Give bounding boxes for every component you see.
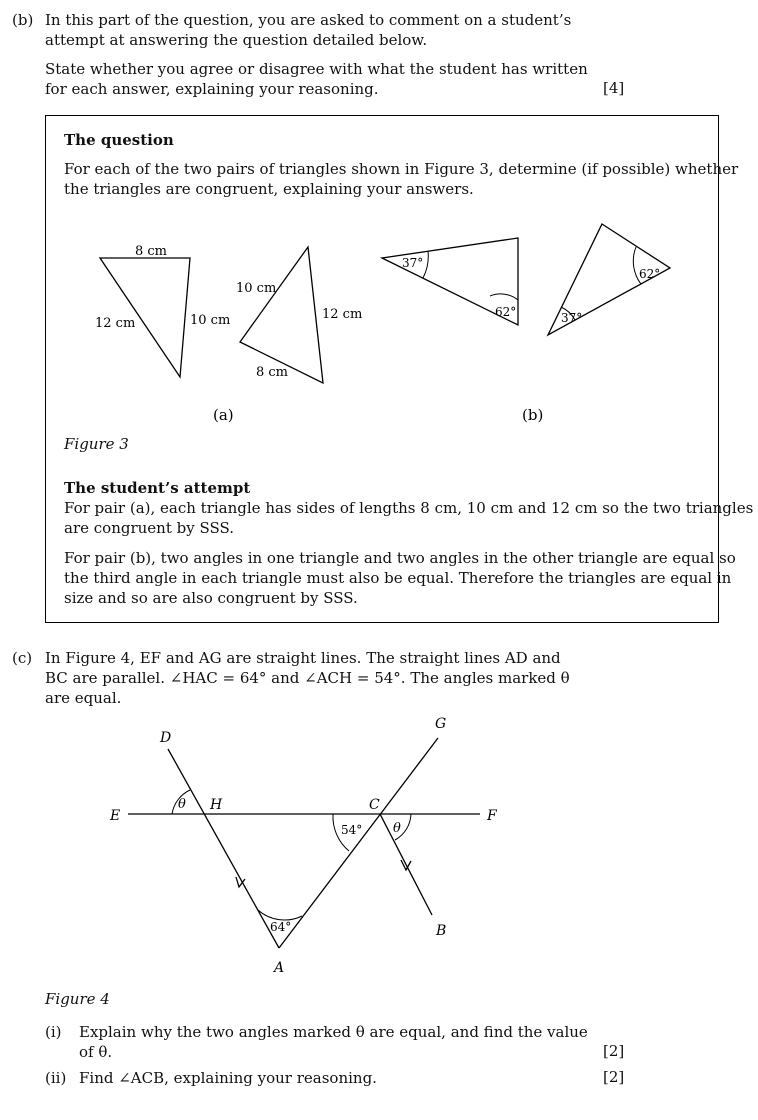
part-c-line1: In Figure 4, EF and AG are straight lines. The straight lines AD and <box>45 649 561 667</box>
question-line1: For each of the two pairs of triangles shown in Figure 3, determine (if possible) whether <box>64 160 739 178</box>
arc-64 <box>258 910 302 920</box>
t2-left-label: 10 cm <box>236 281 277 296</box>
q2-marks: [2] <box>603 1068 625 1086</box>
b2-angle-37: 37° <box>561 311 583 325</box>
b1-angle-62: 62° <box>495 305 517 319</box>
line-ag <box>279 738 438 948</box>
part-c-line3: are equal. <box>45 689 122 707</box>
t1-left-label: 12 cm <box>95 316 136 331</box>
point-a: A <box>274 960 285 976</box>
attempt-b-line2: the third angle in each triangle must also be equal. Therefore the triangles are equal in <box>64 569 732 587</box>
question-heading: The question <box>64 131 174 149</box>
part-b-label: (b) <box>12 11 34 29</box>
t2-bottom-label: 8 cm <box>256 365 289 380</box>
figure-4-caption: Figure 4 <box>45 990 110 1008</box>
theta-c: θ <box>393 821 401 836</box>
attempt-b-line3: size and so are also congruent by SSS. <box>64 589 358 607</box>
point-b: B <box>436 923 447 939</box>
point-g: G <box>435 716 447 732</box>
point-c: C <box>369 797 380 813</box>
figure-label-b: (b) <box>522 406 544 424</box>
figure-3-caption: Figure 3 <box>64 435 129 453</box>
part-b-line3: State whether you agree or disagree with what the student has written <box>45 60 588 78</box>
attempt-a-line2: are congruent by SSS. <box>64 519 234 537</box>
point-e: E <box>110 808 121 824</box>
point-f: F <box>487 808 497 824</box>
q1-line1: Explain why the two angles marked θ are equal, and find the value <box>79 1023 588 1041</box>
part-b-line2: attempt at answering the question detailed below. <box>45 31 428 49</box>
attempt-a-line1: For pair (a), each triangle has sides of lengths 8 cm, 10 cm and 12 cm so the two triangles <box>64 499 754 517</box>
attempt-heading: The student’s attempt <box>64 479 251 497</box>
q1-line2: of θ. <box>79 1043 113 1061</box>
attempt-b-line1: For pair (b), two angles in one triangle and two angles in the other triangle are equal so <box>64 549 736 567</box>
figure-label-a: (a) <box>213 406 234 424</box>
part-b-line1: In this part of the question, you are asked to comment on a student’s <box>45 11 572 29</box>
question-line2: the triangles are congruent, explaining your answers. <box>64 180 474 198</box>
q1-marks: [2] <box>603 1042 625 1060</box>
q2-label: (ii) <box>45 1069 67 1087</box>
q1-label: (i) <box>45 1023 62 1041</box>
part-b-marks: [4] <box>603 79 625 97</box>
arc-b1-37 <box>423 251 428 278</box>
part-c-label: (c) <box>12 649 33 667</box>
theta-h: θ <box>178 797 186 812</box>
t1-top-label: 8 cm <box>135 244 168 259</box>
t2-right-label: 12 cm <box>322 307 363 322</box>
b2-angle-62: 62° <box>639 267 661 281</box>
line-ad <box>168 749 279 948</box>
angle-64: 64° <box>270 920 292 934</box>
t1-right-label: 10 cm <box>190 313 231 328</box>
part-b-line4: for each answer, explaining your reasoning. <box>45 80 379 98</box>
part-c-line2: BC are parallel. ∠HAC = 64° and ∠ACH = 54°. The angles marked θ <box>45 669 570 687</box>
point-d: D <box>160 730 172 746</box>
q2-text: Find ∠ACB, explaining your reasoning. <box>79 1069 377 1087</box>
point-h: H <box>210 797 223 813</box>
angle-54: 54° <box>341 823 363 837</box>
triangle-a2 <box>240 247 323 383</box>
b1-angle-37: 37° <box>402 256 424 270</box>
arc-b1-62 <box>490 294 518 300</box>
